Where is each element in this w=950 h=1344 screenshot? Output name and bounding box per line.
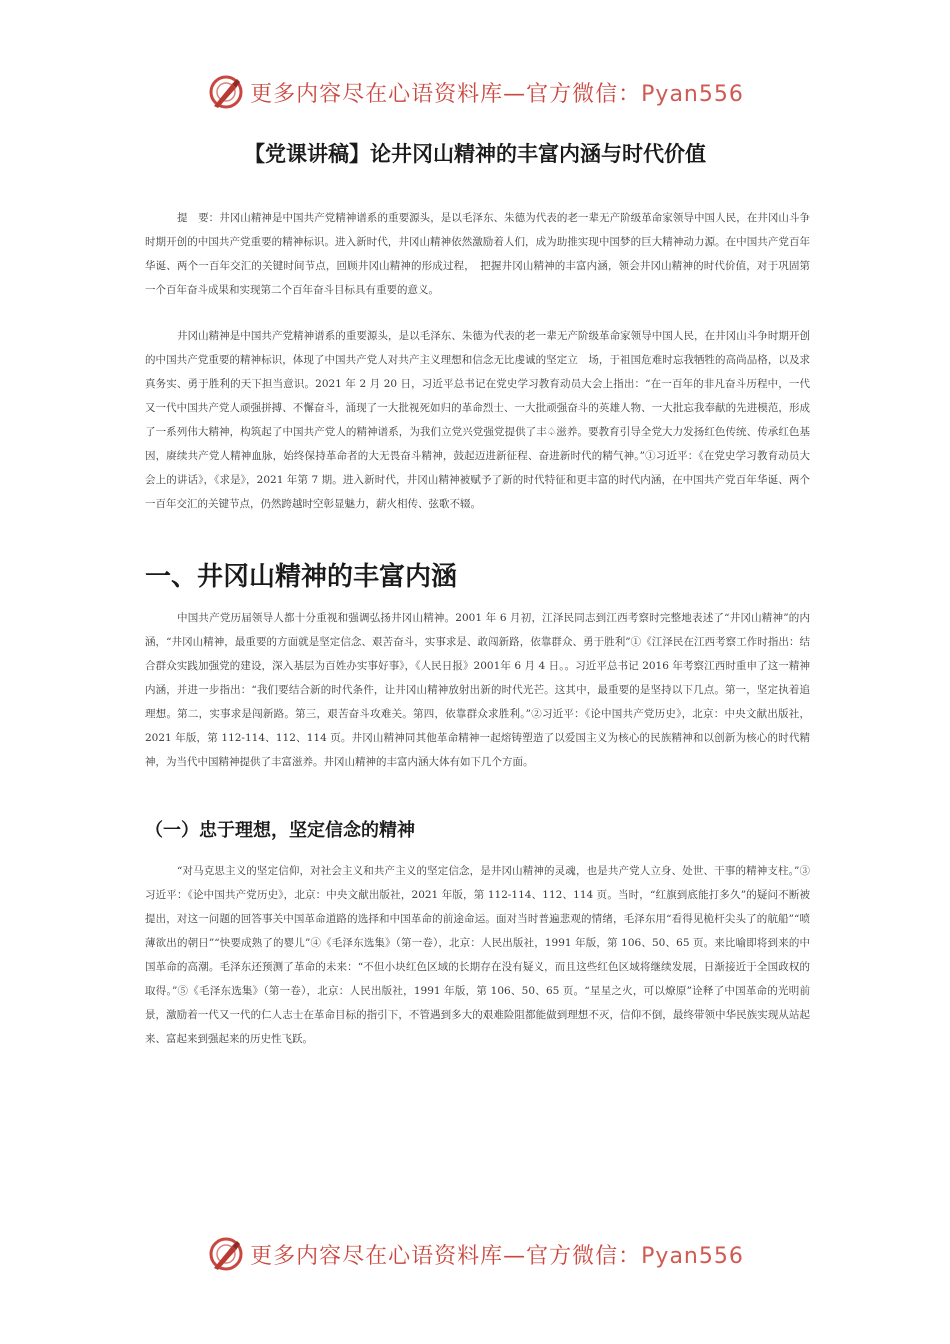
subsection-paragraph: “对马克思主义的坚定信仰，对社会主义和共产主义的坚定信念，是井冈山精神的灵魂，也是共产党人立身、处世、干事的精神支柱。”③习近平：《论中国共产党历史》，北京：中央文献出版社，2021 年版，第 112-114、112、114 页。当时，“红旗到底能打多久”的疑问不断被提出，对这一问题的回答事关中国革命道路的选择和中国革命的前途命运。面对当时普遍悲观的情绪，毛泽东用“看得见桅杆尖头了的航船”“喷薄欲出的朝日”“快要成熟了的婴儿”④《毛泽东选集》（第一卷），北京：人民出版社，1991 年版，第 106、50、65 页。来比喻即将到来的中国革命的高潮。毛泽东还预测了革命的未来：“不但小块红色区域的长期存在没有疑义，而且这些红色区域将继续发展，日渐接近于全国政权的取得。”⑤《毛泽东选集》（第一卷），北京：人民出版社，1991 年版，第 106、50、65 页。“星星之火，可以燎原”诠释了中国革命的光明前景，激励着一代又一代的仁人志士在革命目标的指引下，不管遇到多大的艰难险阻都能做到理想不灭，信仰不倒，最终带领中华民族实现从站起来、富起来到强起来的历史性飞跃。 xyxy=(145,865,810,1045)
pen-logo-icon xyxy=(206,1234,246,1274)
subsection-heading: （一）忠于理想，坚定信念的精神 xyxy=(145,820,415,841)
watermark-text: 更多内容尽在心语资料库—官方微信：Pyan556 xyxy=(250,1243,744,1269)
pen-logo-icon xyxy=(206,72,246,112)
watermark-banner-bottom xyxy=(0,1232,950,1276)
watermark-banner-top xyxy=(0,70,950,114)
intro-paragraph: 井冈山精神是中国共产党精神谱系的重要源头，是以毛泽东、朱德为代表的老一辈无产阶级革命家领导中国人民，在井冈山斗争时期开创的中国共产党重要的精神标识，体现了中国共产党人对共产主义理想和信念无比虔诚的坚定立 场，于祖国危难时忘我牺牲的高尚品格，以及求真务实、勇于胜利的天下担当意识。2021 年 2 月 20 日，习近平总书记在党史学习教育动员大会上指出：“在一百年的非凡奋斗历程中，一代又一代中国共产党人顽强拼搏、不懈奋斗，涌现了一大批视死如归的革命烈士、一大批顽强奋斗的英雄人物、一大批忘我奉献的先进模范，形成了一系列伟大精神，构筑起了中国共产党人的精神谱系，为我们立党兴党强党提供了丰♤滋养。要教育引导全党大力发扬红色传统、传承红色基因，赓续共产党人精神血脉，始终保持革命者的大无畏奋斗精神，鼓起迈进新征程、奋进新时代的精气神。”①习近平：《在党史学习教育动员大会上的讲话》，《求是》，2021 年第 7 期。进入新时代，井冈山精神被赋予了新的时代特征和更丰富的时代内涵，在中国共产党百年华诞、两个一百年交汇的关键节点，仍然跨越时空彰显魅力，薪火相传、弦歌不辍。 xyxy=(145,330,810,510)
section-paragraph: 中国共产党历届领导人都十分重视和强调弘扬井冈山精神。2001 年 6 月初，江泽民同志到江西考察时完整地表述了“井冈山精神”的内涵，“井冈山精神，最重要的方面就是坚定信念、艰苦奋斗，实事求是、敢闯新路，依靠群众、勇于胜利”①《江泽民在江西考察工作时指出：结合群众实践加强党的建设，深入基层为百姓办实事好事》，《人民日报》2001年 6 月 4 日。。习近平总书记 2016 年考察江西时重申了这一精神内涵，并进一步指出：“我们要结合新的时代条件，让井冈山精神放射出新的时代光芒。这其中，最重要的是坚持以下几点。第一，坚定执着追理想。第二，实事求是闯新路。第三，艰苦奋斗攻难关。第四，依靠群众求胜利。”②习近平：《论中国共产党历史》，北京：中央文献出版社，2021 年版，第 112-114、112、114 页。井冈山精神同其他革命精神一起熔铸塑造了以爱国主义为核心的民族精神和以创新为核心的时代精神，为当代中国精神提供了丰富滋养。井冈山精神的丰富内涵大体有如下几个方面。 xyxy=(145,612,810,768)
document-title: 【党课讲稿】论井冈山精神的丰富内涵与时代价值 xyxy=(244,142,706,166)
watermark-handle: Pyan556 xyxy=(641,81,744,107)
abstract-paragraph: 提 要：井冈山精神是中国共产党精神谱系的重要源头，是以毛泽东、朱德为代表的老一辈无产阶级革命家领导中国人民，在井冈山斗争时期开创的中国共产党重要的精神标识。进入新时代，井冈山精神依然激励着人们，成为助推实现中国梦的巨大精神动力源。在中国共产党百年华诞、两个一百年交汇的关键时间节点，回顾井冈山精神的形成过程， 把握井冈山精神的丰富内涵，领会井冈山精神的时代价值，对于巩固第一个百年奋斗成果和实现第二个百年奋斗目标具有重要的意义。 xyxy=(145,212,810,296)
watermark-handle: Pyan556 xyxy=(641,1243,744,1269)
watermark-text: 更多内容尽在心语资料库—官方微信：Pyan556 xyxy=(250,81,744,107)
section-heading: 一、井冈山精神的丰富内涵 xyxy=(145,562,458,592)
